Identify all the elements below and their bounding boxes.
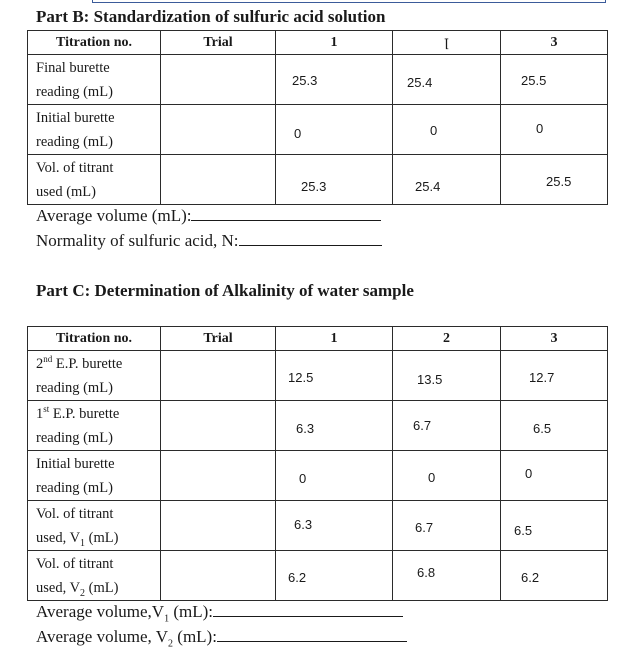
row-label-line2: reading (mL) <box>36 430 113 446</box>
table-row <box>28 105 608 155</box>
value-text: 0 <box>294 126 302 141</box>
row-label-line2 <box>36 576 160 600</box>
value-text: 0 <box>299 471 307 486</box>
header-1: 1 <box>276 327 393 351</box>
label-text: used, V <box>36 530 81 546</box>
average-v2-blank <box>217 627 407 642</box>
average-v2-line <box>36 627 407 650</box>
normality-label: Normality of sulfuric acid, N: <box>36 231 239 250</box>
part-b-header-row <box>28 31 608 55</box>
value-cell <box>501 55 608 105</box>
table-row <box>28 55 608 105</box>
label-ordinal-suffix: nd <box>43 354 53 365</box>
average-v2-label: Average volume, V <box>36 627 169 646</box>
table-row <box>28 351 608 401</box>
row-label <box>28 55 161 105</box>
row-label-line1: Initial burette <box>36 110 115 126</box>
row-label <box>28 401 161 451</box>
value-text: 6.3 <box>296 421 315 436</box>
row-label-line1: Vol. of titrant <box>36 556 114 572</box>
label-unit: (mL) <box>85 580 119 596</box>
label-subscript: 1 <box>80 537 86 549</box>
top-border-fragment <box>92 0 606 3</box>
row-label <box>28 351 161 401</box>
value-text: 12.7 <box>529 370 555 385</box>
average-volume-line <box>36 206 381 226</box>
row-label-line1: Vol. of titrant <box>36 160 114 176</box>
value-cell <box>393 351 501 401</box>
part-c-table <box>27 326 608 601</box>
row-label-line2: used (mL) <box>36 184 96 200</box>
average-v2-unit: (mL): <box>173 627 217 646</box>
row-label <box>28 551 161 601</box>
value-cell <box>501 401 608 451</box>
normality-blank <box>239 231 382 246</box>
value-text: 25.3 <box>292 73 318 88</box>
value-text: 0 <box>428 470 436 485</box>
header-3: 3 <box>501 31 608 55</box>
label-subscript: 2 <box>80 587 86 599</box>
value-text: 6.7 <box>413 418 432 433</box>
value-text: 6.7 <box>415 520 434 535</box>
value-cell <box>276 401 393 451</box>
value-text: 25.4 <box>407 75 433 90</box>
value-cell <box>393 105 501 155</box>
trial-cell <box>161 551 276 601</box>
table-row <box>28 155 608 205</box>
average-volume-label: Average volume (mL): <box>36 206 192 225</box>
row-label-line1: Initial burette <box>36 456 115 472</box>
table-row <box>28 551 608 601</box>
row-label-line2: reading (mL) <box>36 134 113 150</box>
table-row <box>28 451 608 501</box>
header-2: ꞁ <box>393 31 501 55</box>
value-cell <box>393 55 501 105</box>
value-text: 0 <box>536 121 544 136</box>
value-text: 6.8 <box>417 565 436 580</box>
value-cell <box>501 451 608 501</box>
table-row <box>28 401 608 451</box>
part-c-title: Part C: Determination of Alkalinity of water sample <box>36 281 414 300</box>
value-text: 25.3 <box>301 179 327 194</box>
value-text: 13.5 <box>417 372 443 387</box>
value-cell <box>276 155 393 205</box>
average-volume-blank <box>191 206 381 221</box>
value-cell <box>276 105 393 155</box>
average-v1-unit: (mL): <box>169 602 213 621</box>
header-trial: Trial <box>161 31 276 55</box>
part-c-header-row <box>28 327 608 351</box>
value-cell <box>393 501 501 551</box>
header-1: 1 <box>276 31 393 55</box>
header-trial: Trial <box>161 327 276 351</box>
row-label-line1 <box>36 352 160 376</box>
header-titration-no: Titration no. <box>28 327 161 351</box>
value-text: 6.2 <box>521 570 540 585</box>
value-text: 25.5 <box>521 73 547 88</box>
row-label-line1 <box>36 402 160 426</box>
normality-line <box>36 231 382 251</box>
trial-cell <box>161 351 276 401</box>
trial-cell <box>161 105 276 155</box>
label-ordinal: 2 <box>36 356 44 372</box>
value-cell <box>501 351 608 401</box>
value-cell <box>276 451 393 501</box>
label-text: E.P. burette <box>49 406 120 422</box>
average-v2-subscript: 2 <box>168 638 174 650</box>
row-label <box>28 105 161 155</box>
value-cell <box>276 351 393 401</box>
value-cell <box>393 551 501 601</box>
average-v1-label: Average volume,V <box>36 602 165 621</box>
value-cell <box>393 451 501 501</box>
value-cell <box>501 155 608 205</box>
trial-cell <box>161 451 276 501</box>
value-text: 0 <box>525 466 533 481</box>
value-cell <box>501 551 608 601</box>
part-b-title: Part B: Standardization of sulfuric acid solution <box>36 7 386 26</box>
label-unit: (mL) <box>85 530 119 546</box>
value-cell <box>276 551 393 601</box>
value-text: 12.5 <box>288 370 314 385</box>
row-label-line1: Final burette <box>36 60 110 76</box>
value-text: 6.2 <box>288 570 307 585</box>
trial-cell <box>161 501 276 551</box>
value-cell <box>393 155 501 205</box>
label-text: E.P. burette <box>52 356 123 372</box>
row-label-line2: reading (mL) <box>36 380 113 396</box>
value-cell <box>276 55 393 105</box>
label-text: used, V <box>36 580 81 596</box>
row-label <box>28 155 161 205</box>
label-ordinal: 1 <box>36 406 44 422</box>
average-v1-blank <box>213 602 403 617</box>
label-ordinal-suffix: st <box>43 404 50 415</box>
value-text: 0 <box>430 123 438 138</box>
average-v1-line <box>36 602 403 625</box>
value-cell <box>276 501 393 551</box>
part-b-table <box>27 30 608 205</box>
table-row <box>28 501 608 551</box>
header-3: 3 <box>501 327 608 351</box>
header-2: 2 <box>393 327 501 351</box>
value-text: 25.4 <box>415 179 441 194</box>
value-cell <box>393 401 501 451</box>
trial-cell <box>161 401 276 451</box>
value-text: 25.5 <box>546 174 572 189</box>
value-cell <box>501 105 608 155</box>
value-text: 6.3 <box>294 517 313 532</box>
trial-cell <box>161 155 276 205</box>
header-titration-no: Titration no. <box>28 31 161 55</box>
row-label <box>28 501 161 551</box>
value-cell <box>501 501 608 551</box>
row-label <box>28 451 161 501</box>
average-v1-subscript: 1 <box>164 613 170 625</box>
row-label-line2: reading (mL) <box>36 84 113 100</box>
row-label-line2 <box>36 526 160 550</box>
trial-cell <box>161 55 276 105</box>
value-text: 6.5 <box>514 523 533 538</box>
row-label-line1: Vol. of titrant <box>36 506 114 522</box>
row-label-line2: reading (mL) <box>36 480 113 496</box>
value-text: 6.5 <box>533 421 552 436</box>
